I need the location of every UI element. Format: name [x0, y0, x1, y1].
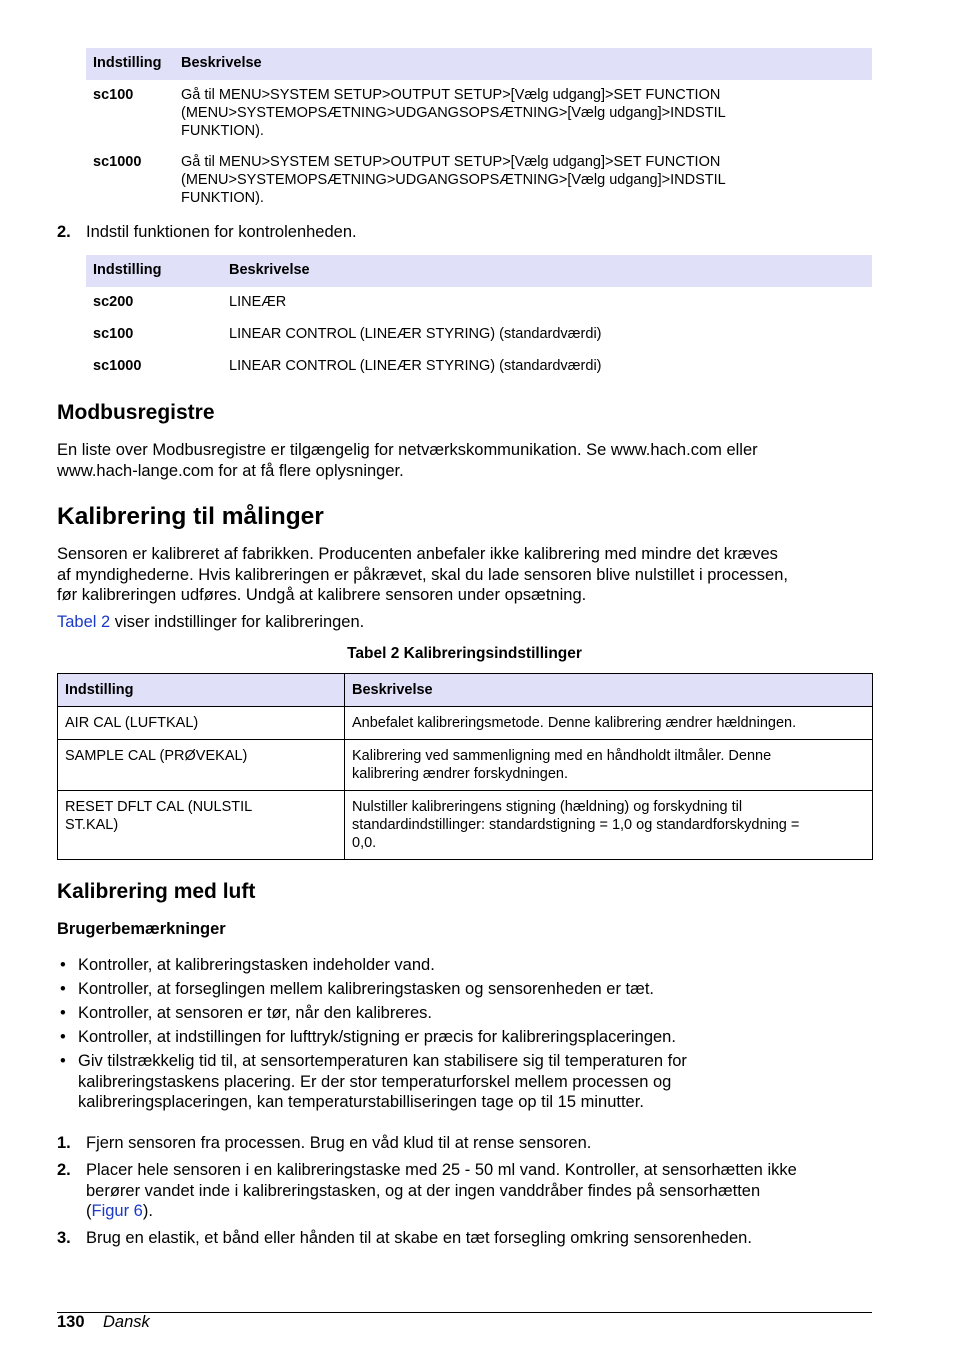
setting-cell: AIR CAL (LUFTKAL)	[58, 707, 345, 740]
table-row	[58, 791, 873, 860]
calibration-paragraph: Sensoren er kalibreret af fabrikken. Producenten anbefaler ikke kalibrering med mindre det kræves af myndighederne. Hvis kalibreringen er påkrævet, skal du lade sensoren blive nulstillet i processen, før kalibreringen udføres. Undgå at kalibrere sensoren under opsætning.	[57, 545, 788, 604]
bullet-marker: •	[60, 1028, 66, 1046]
table-2-link[interactable]: Tabel 2	[57, 613, 111, 631]
table-b-row-description: LINEÆR	[229, 294, 287, 310]
table-a-row-setting: sc1000	[93, 154, 142, 170]
table-a-row-setting: sc100	[93, 87, 134, 103]
header-cell-setting: Indstilling	[58, 674, 345, 707]
setting-cell: SAMPLE CAL (PRØVEKAL)	[58, 740, 345, 791]
step-text: Fjern sensoren fra processen. Brug en våd klud til at rense sensoren.	[86, 1134, 592, 1152]
setting-cell: RESET DFLT CAL (NULSTIL ST.KAL)	[58, 791, 345, 860]
bullet-marker: •	[60, 980, 66, 998]
table-b-header-setting: Indstilling	[93, 262, 162, 278]
step-text: Brug en elastik, et bånd eller hånden til at skabe en tæt forsegling omkring sensorenheden.	[86, 1229, 752, 1247]
list-item: Kontroller, at indstillingen for lufttryk/stigning er præcis for kalibreringsplaceringen.	[78, 1028, 676, 1046]
list-item: Kontroller, at sensoren er tør, når den kalibreres.	[78, 1004, 433, 1022]
table-a-row-description: Gå til MENU>SYSTEM SETUP>OUTPUT SETUP>[Vælg udgang]>SET FUNCTION (MENU>SYSTEMOPSÆTNING>UDGANGSOPSÆTNING>[Vælg udgang]>INDSTIL FUNKTION).	[181, 87, 726, 139]
table-a-header-setting: Indstilling	[93, 55, 162, 71]
footer-language: Dansk	[103, 1313, 150, 1331]
table-row	[58, 740, 873, 791]
bullet-marker: •	[60, 956, 66, 974]
table-caption: Tabel 2 Kalibreringsindstillinger	[347, 645, 582, 662]
table-reference-text: viser indstillinger for kalibreringen.	[110, 613, 365, 631]
calibration-settings-table	[57, 673, 873, 860]
footer-rule	[57, 1312, 872, 1313]
table-header-row	[58, 674, 873, 707]
list-item: Kontroller, at forseglingen mellem kalibreringstasken og sensorenheden er tæt.	[78, 980, 654, 998]
modbus-heading: Modbusregistre	[57, 401, 215, 424]
step-number: 2.	[57, 1161, 71, 1179]
table-b-row-setting: sc1000	[93, 358, 142, 374]
modbus-paragraph: En liste over Modbusregistre er tilgængelig for netværkskommunikation. Se www.hach.com eller www.hach-lange.com for at få flere oplysninger.	[57, 441, 758, 480]
table-a-header-description: Beskrivelse	[181, 55, 262, 71]
table-reference-paragraph	[57, 612, 364, 633]
table-b-row-setting: sc200	[93, 294, 134, 310]
step-number: 1.	[57, 1134, 71, 1152]
page-number: 130	[57, 1313, 85, 1331]
list-item: Kontroller, at kalibreringstasken indeholder vand.	[78, 956, 435, 974]
description-cell: Nulstiller kalibreringens stigning (hældning) og forskydning til standardindstillinger: standardstigning = 1,0 og standardforskydning = 0,0.	[345, 791, 873, 860]
table-a-row-description: Gå til MENU>SYSTEM SETUP>OUTPUT SETUP>[Vælg udgang]>SET FUNCTION (MENU>SYSTEMOPSÆTNING>UDGANGSOPSÆTNING>[Vælg udgang]>INDSTIL FUNKTION).	[181, 154, 726, 206]
description-cell: Kalibrering ved sammenligning med en håndholdt iltmåler. Denne kalibrering ændrer forskydningen.	[345, 740, 873, 791]
calibration-heading: Kalibrering til målinger	[57, 503, 324, 530]
table-b-header-description: Beskrivelse	[229, 262, 310, 278]
bullet-marker: •	[60, 1052, 66, 1070]
table-b-header	[86, 255, 872, 287]
step-number: 2.	[57, 223, 71, 241]
air-cal-heading: Kalibrering med luft	[57, 880, 256, 903]
table-b-row-setting: sc100	[93, 326, 134, 342]
user-notes-subheading: Brugerbemærkninger	[57, 920, 226, 938]
header-cell-description: Beskrivelse	[345, 674, 873, 707]
bullet-marker: •	[60, 1004, 66, 1022]
step-text: Placer hele sensoren i en kalibreringstaske med 25 - 50 ml vand. Kontroller, at sensorhætten ikke berører vandet inde i kalibreringstasken, og at der ingen vanddråber findes på sensorhætten (Figur 6).	[86, 1161, 797, 1220]
list-item: Giv tilstrækkelig tid til, at sensortemperaturen kan stabilisere sig til temperaturen for kalibreringstaskens placering. Er der stor temperaturforskel mellem processen og kalibreringsplaceringen, kan temperaturstabilliseringen tage op til 15 minutter.	[78, 1052, 687, 1111]
table-row	[58, 707, 873, 740]
table-b-row-description: LINEAR CONTROL (LINEÆR STYRING) (standardværdi)	[229, 326, 602, 342]
step-text: Indstil funktionen for kontrolenheden.	[86, 223, 357, 241]
step-number: 3.	[57, 1229, 71, 1247]
figure-6-link[interactable]: Figur 6	[91, 1202, 143, 1220]
description-cell: Anbefalet kalibreringsmetode. Denne kalibrering ændrer hældningen.	[345, 707, 873, 740]
table-b-row-description: LINEAR CONTROL (LINEÆR STYRING) (standardværdi)	[229, 358, 602, 374]
